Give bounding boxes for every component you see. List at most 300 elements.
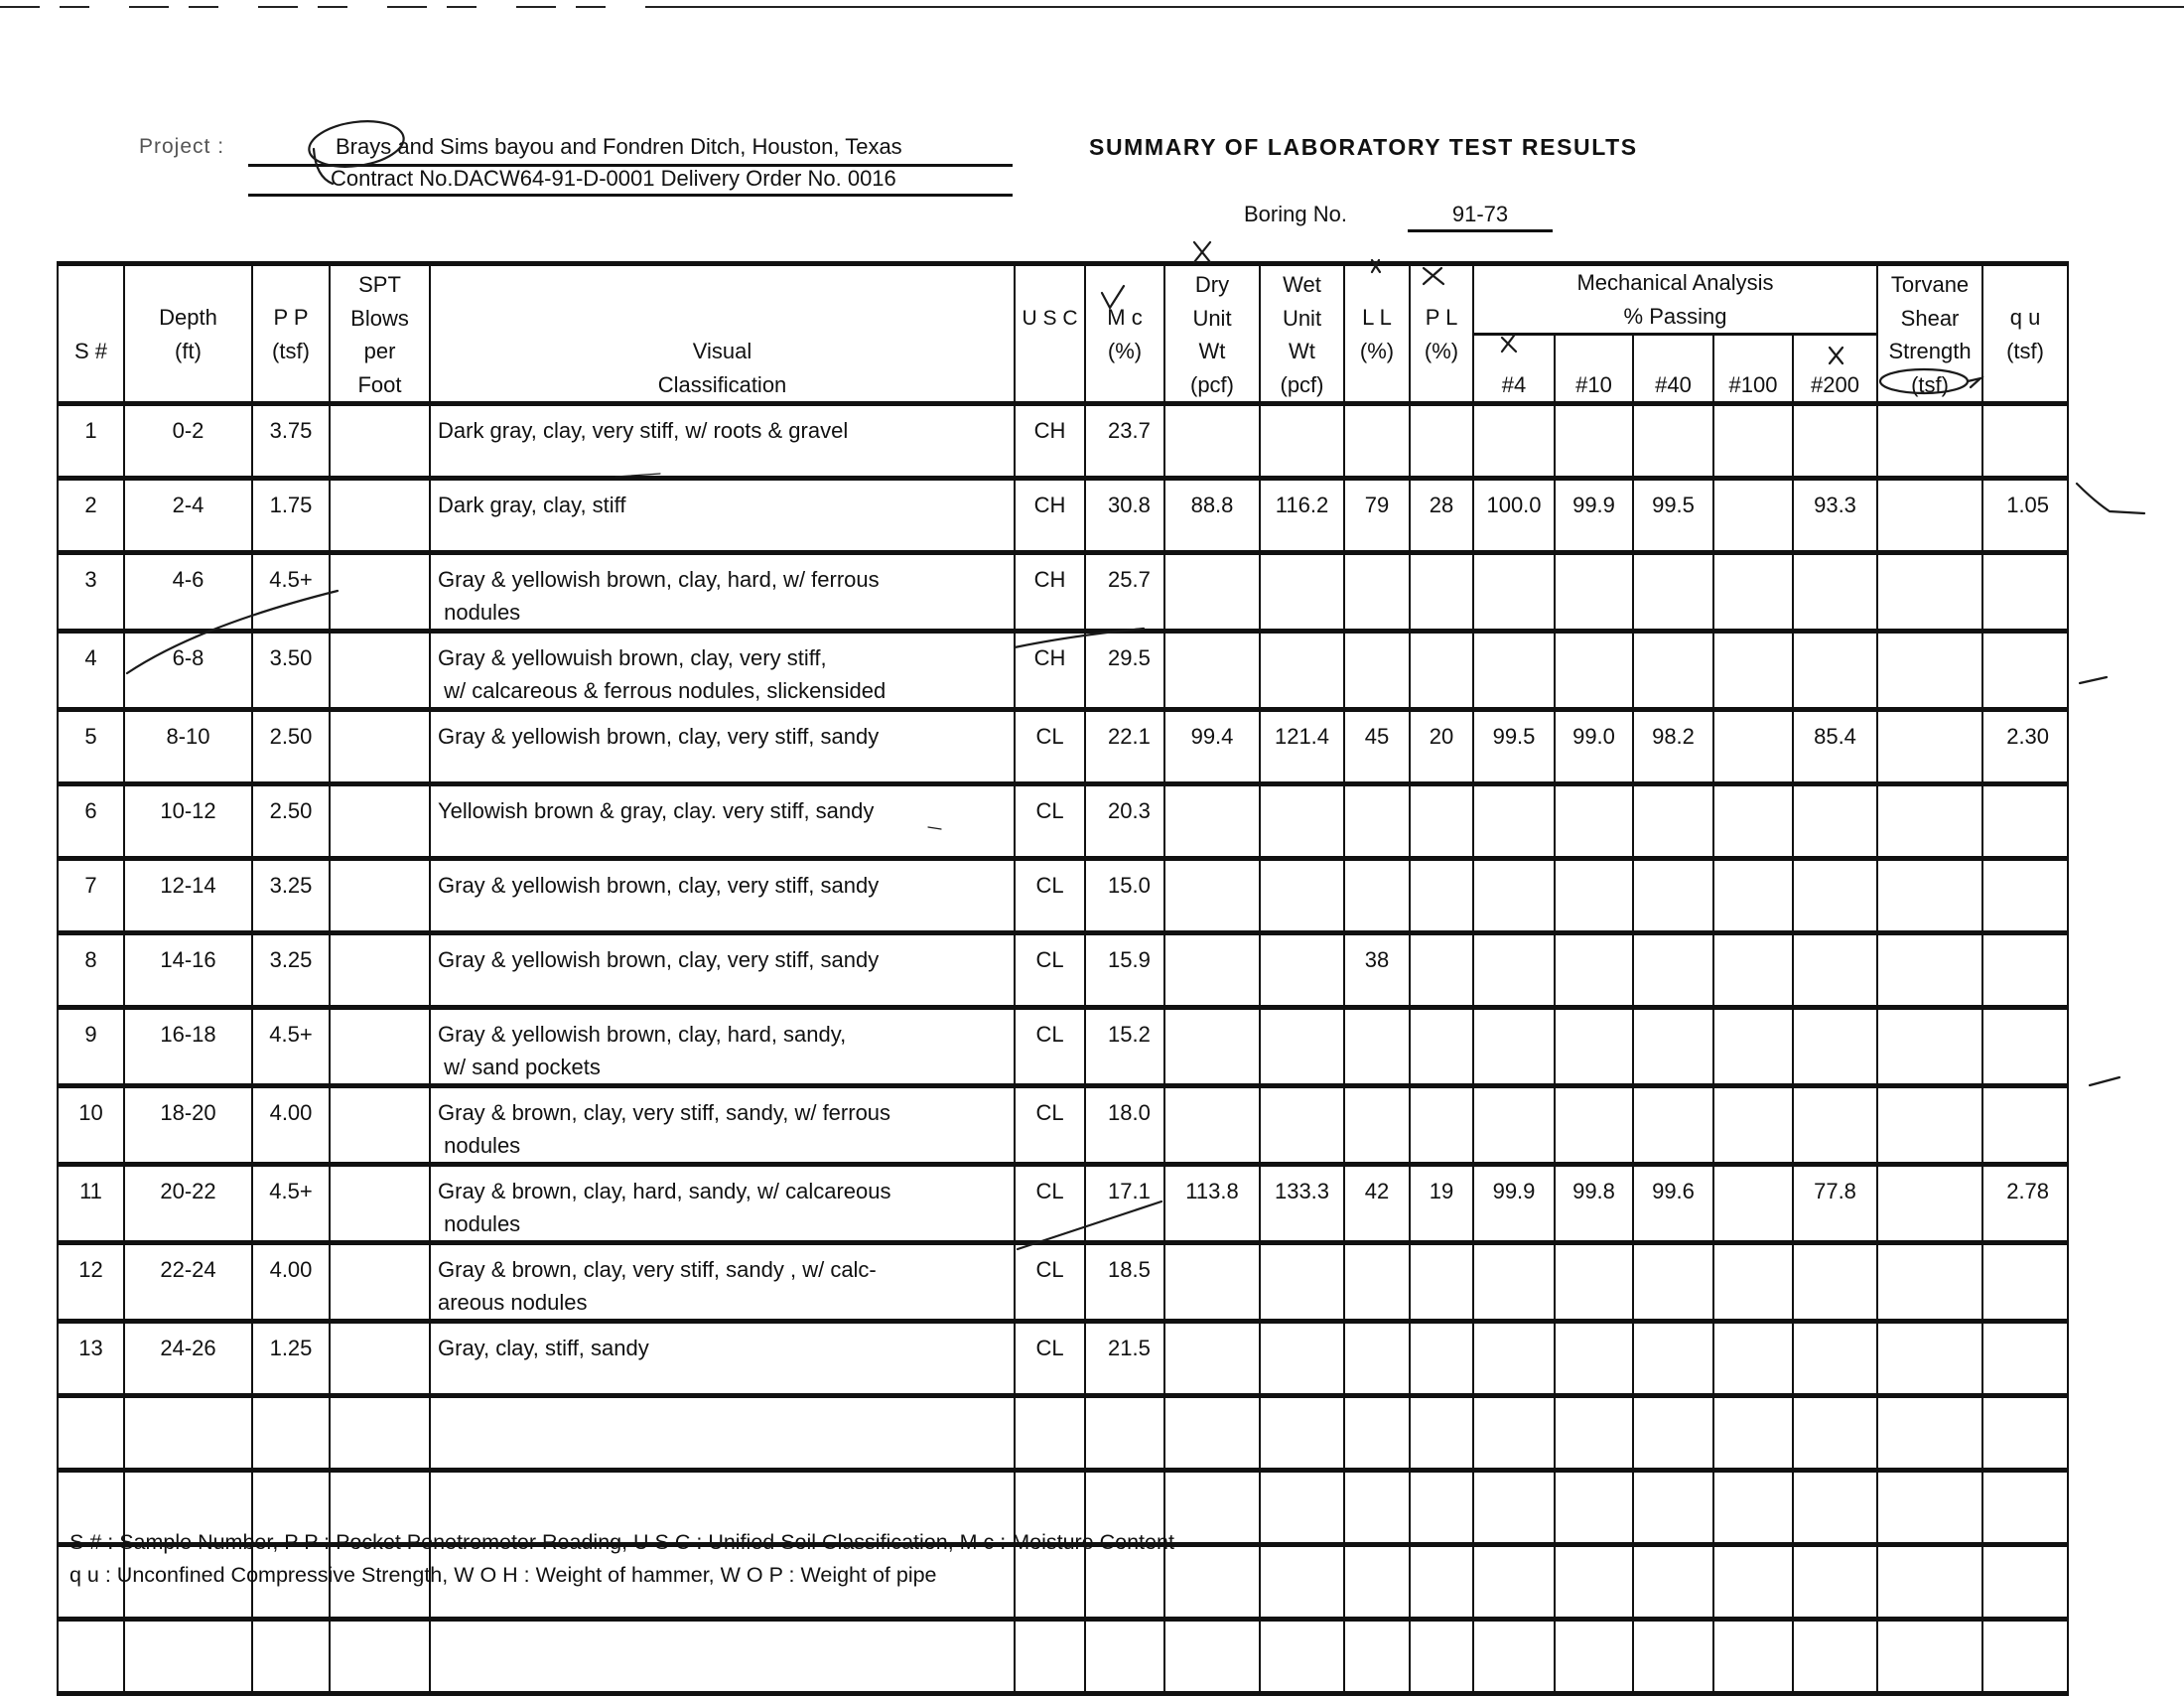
cell-plastic-limit (1410, 933, 1473, 1008)
cell-sieve-200 (1793, 1620, 1877, 1694)
cell-sieve-40 (1633, 859, 1713, 933)
cell-spt-blows (330, 1322, 430, 1396)
classification-line: areous nodules (438, 1290, 588, 1315)
col-header-qu: q u (tsf) (1982, 264, 2068, 404)
cell-sieve-4: 99.5 (1473, 710, 1555, 784)
cell-liquid-limit (1344, 1243, 1410, 1322)
cell-sieve-200: 93.3 (1793, 479, 1877, 553)
cell-torvane (1877, 933, 1982, 1008)
col-header-wet-unit-wt: Wet Unit Wt (pcf) (1260, 264, 1344, 404)
col-header-spt: SPT Blows per Foot (330, 264, 430, 404)
cell-dry-unit-wt (1164, 404, 1260, 479)
cell-plastic-limit (1410, 1620, 1473, 1694)
cell-plastic-limit (1410, 553, 1473, 632)
cell-pocket-penetrometer: 2.50 (252, 784, 330, 859)
table-body (58, 404, 2068, 1694)
classification-line: Gray & brown, clay, very stiff, sandy , w/ calc- (438, 1257, 877, 1282)
col-header-pp: P P (tsf) (252, 264, 330, 404)
col-header-visual: Visual Classification (430, 264, 1015, 404)
cell-liquid-limit (1344, 1008, 1410, 1086)
cell-sieve-4 (1473, 933, 1555, 1008)
cell-depth: 6-8 (124, 632, 252, 710)
cell-sieve-100 (1713, 1008, 1793, 1086)
col-header-depth: Depth (ft) (124, 264, 252, 404)
cell-sieve-100 (1713, 1165, 1793, 1243)
cell-sieve-200: 85.4 (1793, 710, 1877, 784)
cell-wet-unit-wt (1260, 1086, 1344, 1165)
cell-plastic-limit (1410, 1243, 1473, 1322)
cell-sieve-40 (1633, 1471, 1713, 1545)
cell-sieve-100 (1713, 404, 1793, 479)
cell-qu (1982, 553, 2068, 632)
cell-visual-classification (430, 1322, 1015, 1396)
cell-pocket-penetrometer: 3.50 (252, 632, 330, 710)
cell-spt-blows (330, 1243, 430, 1322)
col-header-torvane: Torvane Shear Strength (tsf) (1877, 264, 1982, 404)
cell-visual-classification (430, 632, 1015, 710)
cell-usc: CH (1015, 553, 1085, 632)
cell-visual-classification (430, 1165, 1015, 1243)
cell-sieve-40 (1633, 1620, 1713, 1694)
cell-moisture-content: 15.0 (1085, 859, 1164, 933)
cell-wet-unit-wt (1260, 933, 1344, 1008)
cell-sieve-4: 99.9 (1473, 1165, 1555, 1243)
cell-visual-classification (430, 1008, 1015, 1086)
classification-line: nodules (438, 1133, 521, 1158)
x-mark-dry (1194, 242, 1210, 262)
cell-dry-unit-wt (1164, 1322, 1260, 1396)
cell-wet-unit-wt (1260, 1008, 1344, 1086)
cell-sieve-10 (1555, 1322, 1633, 1396)
cell-sieve-200 (1793, 553, 1877, 632)
cell-depth: 14-16 (124, 933, 252, 1008)
cell-sieve-40 (1633, 553, 1713, 632)
cell-depth: 8-10 (124, 710, 252, 784)
cell-dry-unit-wt (1164, 1545, 1260, 1620)
cell-usc: CL (1015, 784, 1085, 859)
cell-plastic-limit (1410, 1471, 1473, 1545)
classification-line: Gray & yellowish brown, clay, hard, sandy, (438, 1022, 847, 1047)
cell-sieve-100 (1713, 1086, 1793, 1165)
cell-plastic-limit (1410, 1545, 1473, 1620)
cell-liquid-limit (1344, 553, 1410, 632)
col-header-dry-unit-wt: Dry Unit Wt (pcf) (1164, 264, 1260, 404)
cell-sieve-100 (1713, 1545, 1793, 1620)
cell-pocket-penetrometer: 4.00 (252, 1086, 330, 1165)
cell-liquid-limit (1344, 1322, 1410, 1396)
cell-liquid-limit (1344, 1471, 1410, 1545)
cell-sieve-4 (1473, 784, 1555, 859)
cell-sieve-4 (1473, 1243, 1555, 1322)
cell-sieve-40: 99.6 (1633, 1165, 1713, 1243)
cell-liquid-limit (1344, 1396, 1410, 1471)
cell-dry-unit-wt (1164, 1620, 1260, 1694)
cell-liquid-limit (1344, 859, 1410, 933)
cell-sieve-100 (1713, 859, 1793, 933)
table-row (58, 710, 2068, 784)
table-row (58, 933, 2068, 1008)
cell-sieve-10 (1555, 1086, 1633, 1165)
cell-plastic-limit (1410, 859, 1473, 933)
cell-liquid-limit: 38 (1344, 933, 1410, 1008)
cell-sieve-40 (1633, 784, 1713, 859)
cell-qu (1982, 632, 2068, 710)
project-label: Project : (139, 135, 225, 158)
cell-liquid-limit (1344, 1086, 1410, 1165)
cell-depth: 16-18 (124, 1008, 252, 1086)
classification-line: Gray, clay, stiff, sandy (438, 1336, 649, 1360)
cell-pocket-penetrometer: 4.5+ (252, 553, 330, 632)
cell-liquid-limit: 45 (1344, 710, 1410, 784)
cell-visual-classification (430, 479, 1015, 553)
cell-sieve-100 (1713, 479, 1793, 553)
cell-wet-unit-wt (1260, 1545, 1344, 1620)
cell-usc: CL (1015, 933, 1085, 1008)
cell-dry-unit-wt: 113.8 (1164, 1165, 1260, 1243)
cell-visual-classification (430, 553, 1015, 632)
cell-sample-number: 13 (58, 1322, 124, 1396)
cell-liquid-limit (1344, 1620, 1410, 1694)
classification-line: nodules (438, 600, 521, 625)
cell-torvane (1877, 1322, 1982, 1396)
cell-wet-unit-wt (1260, 553, 1344, 632)
cell-usc: CL (1015, 1243, 1085, 1322)
cell-depth: 2-4 (124, 479, 252, 553)
cell-torvane (1877, 404, 1982, 479)
cell-sieve-10: 99.0 (1555, 710, 1633, 784)
cell-pocket-penetrometer (252, 1396, 330, 1471)
cell-sieve-200 (1793, 859, 1877, 933)
cell-sieve-10 (1555, 1620, 1633, 1694)
cell-dry-unit-wt (1164, 1086, 1260, 1165)
cell-liquid-limit: 79 (1344, 479, 1410, 553)
cell-sieve-10 (1555, 1471, 1633, 1545)
cell-sieve-10 (1555, 933, 1633, 1008)
cell-sieve-4 (1473, 1471, 1555, 1545)
footnote-line-2: q u : Unconfined Compressive Strength, W O H : Weight of hammer, W O P : Weight of pipe (69, 1563, 937, 1587)
cell-plastic-limit: 19 (1410, 1165, 1473, 1243)
cell-dry-unit-wt: 99.4 (1164, 710, 1260, 784)
cell-plastic-limit: 28 (1410, 479, 1473, 553)
cell-dry-unit-wt (1164, 1396, 1260, 1471)
cell-sieve-100 (1713, 933, 1793, 1008)
col-header-sieve-100: #100 (1713, 335, 1793, 404)
cell-moisture-content (1085, 1545, 1164, 1620)
cell-depth: 22-24 (124, 1243, 252, 1322)
cell-visual-classification (430, 1620, 1015, 1694)
cell-pocket-penetrometer: 1.25 (252, 1322, 330, 1396)
cell-sieve-200 (1793, 1243, 1877, 1322)
col-header-sieve-4: #4 (1473, 335, 1555, 404)
cell-torvane (1877, 1086, 1982, 1165)
cell-torvane (1877, 1471, 1982, 1545)
cell-wet-unit-wt (1260, 1243, 1344, 1322)
cell-sample-number: 10 (58, 1086, 124, 1165)
cell-wet-unit-wt (1260, 1322, 1344, 1396)
cell-moisture-content: 17.1 (1085, 1165, 1164, 1243)
cell-sieve-40 (1633, 1545, 1713, 1620)
lab-results-table (57, 261, 2069, 1696)
boring-label: Boring No. (1244, 202, 1347, 226)
cell-torvane (1877, 1008, 1982, 1086)
cell-qu: 2.30 (1982, 710, 2068, 784)
project-underline-2 (248, 194, 1013, 197)
cell-sieve-200 (1793, 1396, 1877, 1471)
cell-torvane (1877, 479, 1982, 553)
cell-liquid-limit (1344, 404, 1410, 479)
cell-sieve-100 (1713, 784, 1793, 859)
table-row (58, 1165, 2068, 1243)
cell-pocket-penetrometer: 2.50 (252, 710, 330, 784)
col-header-usc: U S C (1015, 264, 1085, 404)
classification-line: Gray & yellowish brown, clay, very stiff, sandy (438, 724, 880, 749)
cell-qu (1982, 859, 2068, 933)
cell-torvane (1877, 710, 1982, 784)
cell-dry-unit-wt (1164, 1008, 1260, 1086)
table-row (58, 632, 2068, 710)
cell-depth: 10-12 (124, 784, 252, 859)
cell-sieve-40 (1633, 632, 1713, 710)
cell-liquid-limit (1344, 632, 1410, 710)
cell-dry-unit-wt: 88.8 (1164, 479, 1260, 553)
classification-line: w/ sand pockets (438, 1055, 601, 1079)
cell-usc: CL (1015, 710, 1085, 784)
cell-sample-number: 9 (58, 1008, 124, 1086)
cell-usc: CL (1015, 1008, 1085, 1086)
cell-torvane (1877, 1620, 1982, 1694)
cell-moisture-content: 25.7 (1085, 553, 1164, 632)
cell-sieve-100 (1713, 1396, 1793, 1471)
cell-sample-number: 4 (58, 632, 124, 710)
table-row (58, 1086, 2068, 1165)
cell-pocket-penetrometer: 4.5+ (252, 1008, 330, 1086)
cell-sieve-4 (1473, 859, 1555, 933)
footnote-line-1: S # : Sample Number, P P : Pocket Penetrometer Reading, U S C : Unified Soil Classification, M c : Moisture Content (69, 1530, 1174, 1554)
cell-depth: 20-22 (124, 1165, 252, 1243)
cell-qu: 2.78 (1982, 1165, 2068, 1243)
cell-spt-blows (330, 1008, 430, 1086)
cell-spt-blows (330, 553, 430, 632)
cell-plastic-limit (1410, 632, 1473, 710)
cell-qu (1982, 933, 2068, 1008)
cell-sieve-40 (1633, 1243, 1713, 1322)
cell-sieve-4 (1473, 404, 1555, 479)
cell-sieve-4 (1473, 553, 1555, 632)
cell-sieve-10 (1555, 553, 1633, 632)
cell-spt-blows (330, 784, 430, 859)
cell-sample-number: 6 (58, 784, 124, 859)
cell-sieve-4 (1473, 1086, 1555, 1165)
cell-wet-unit-wt: 116.2 (1260, 479, 1344, 553)
cell-plastic-limit (1410, 1008, 1473, 1086)
cell-dry-unit-wt (1164, 784, 1260, 859)
table-row (58, 1322, 2068, 1396)
cell-moisture-content: 29.5 (1085, 632, 1164, 710)
table-row (58, 784, 2068, 859)
cell-plastic-limit (1410, 1322, 1473, 1396)
cell-spt-blows (330, 859, 430, 933)
cell-sieve-10 (1555, 404, 1633, 479)
cell-dry-unit-wt (1164, 1471, 1260, 1545)
cell-qu (1982, 1545, 2068, 1620)
cell-moisture-content: 23.7 (1085, 404, 1164, 479)
cell-sieve-4 (1473, 1620, 1555, 1694)
margin-tick-row11 (2090, 1077, 2119, 1085)
cell-sieve-200 (1793, 632, 1877, 710)
cell-spt-blows (330, 479, 430, 553)
cell-sieve-10 (1555, 784, 1633, 859)
cell-plastic-limit (1410, 1086, 1473, 1165)
table-row (58, 553, 2068, 632)
cell-qu (1982, 404, 2068, 479)
cell-sieve-200 (1793, 933, 1877, 1008)
cell-sample-number: 12 (58, 1243, 124, 1322)
cell-moisture-content (1085, 1620, 1164, 1694)
table-row (58, 404, 2068, 479)
margin-tick-row2 (2077, 484, 2144, 513)
cell-sieve-200: 77.8 (1793, 1165, 1877, 1243)
cell-dry-unit-wt (1164, 553, 1260, 632)
cell-visual-classification (430, 1086, 1015, 1165)
cell-sieve-40 (1633, 1008, 1713, 1086)
cell-qu (1982, 1243, 2068, 1322)
cell-visual-classification (430, 1243, 1015, 1322)
cell-torvane (1877, 1243, 1982, 1322)
cell-pocket-penetrometer: 4.5+ (252, 1165, 330, 1243)
cell-visual-classification (430, 710, 1015, 784)
classification-line: nodules (438, 1211, 521, 1236)
cell-depth: 18-20 (124, 1086, 252, 1165)
col-header-ll: L L (%) (1344, 264, 1410, 404)
table-row (58, 859, 2068, 933)
cell-qu (1982, 1396, 2068, 1471)
cell-pocket-penetrometer: 4.00 (252, 1243, 330, 1322)
col-header-mc: M c (%) (1085, 264, 1164, 404)
cell-sieve-200 (1793, 1545, 1877, 1620)
cell-wet-unit-wt (1260, 632, 1344, 710)
cell-wet-unit-wt: 121.4 (1260, 710, 1344, 784)
cell-liquid-limit (1344, 1545, 1410, 1620)
empty-table-row (58, 1396, 2068, 1471)
cell-liquid-limit: 42 (1344, 1165, 1410, 1243)
cell-usc: CL (1015, 1086, 1085, 1165)
cell-sieve-4 (1473, 1396, 1555, 1471)
table-row (58, 1008, 2068, 1086)
cell-torvane (1877, 1165, 1982, 1243)
cell-spt-blows (330, 632, 430, 710)
cell-usc: CH (1015, 404, 1085, 479)
cell-usc: CH (1015, 479, 1085, 553)
cell-sample-number: 2 (58, 479, 124, 553)
cell-dry-unit-wt (1164, 1243, 1260, 1322)
cell-torvane (1877, 1545, 1982, 1620)
cell-dry-unit-wt (1164, 632, 1260, 710)
cell-usc (1015, 1620, 1085, 1694)
cell-depth (124, 1620, 252, 1694)
cell-sieve-4 (1473, 1545, 1555, 1620)
cell-qu (1982, 1471, 2068, 1545)
cell-sieve-100 (1713, 553, 1793, 632)
cell-spt-blows (330, 1620, 430, 1694)
boring-number: 91-73 (1408, 202, 1553, 232)
cell-spt-blows (330, 1165, 430, 1243)
classification-line: Gray & brown, clay, very stiff, sandy, w/ ferrous (438, 1100, 891, 1125)
cell-usc: CL (1015, 1165, 1085, 1243)
cell-qu (1982, 1620, 2068, 1694)
cell-sieve-200 (1793, 404, 1877, 479)
col-header-mechanical-analysis: Mechanical Analysis % Passing (1473, 264, 1877, 335)
col-header-sieve-40: #40 (1633, 335, 1713, 404)
cell-sieve-10 (1555, 1396, 1633, 1471)
col-header-sieve-10: #10 (1555, 335, 1633, 404)
cell-sieve-4 (1473, 1008, 1555, 1086)
cell-wet-unit-wt (1260, 404, 1344, 479)
cell-visual-classification (430, 784, 1015, 859)
empty-table-row (58, 1620, 2068, 1694)
cell-sieve-40: 98.2 (1633, 710, 1713, 784)
cell-visual-classification (430, 933, 1015, 1008)
cell-sieve-40 (1633, 933, 1713, 1008)
cell-sample-number: 3 (58, 553, 124, 632)
cell-moisture-content: 22.1 (1085, 710, 1164, 784)
cell-spt-blows (330, 1086, 430, 1165)
project-line-1: Brays and Sims bayou and Fondren Ditch, Houston, Texas (336, 134, 902, 159)
cell-sample-number: 8 (58, 933, 124, 1008)
cell-sieve-200 (1793, 1322, 1877, 1396)
margin-tick-row5 (2080, 677, 2107, 683)
cell-moisture-content: 18.0 (1085, 1086, 1164, 1165)
cell-sieve-10: 99.8 (1555, 1165, 1633, 1243)
cell-qu (1982, 784, 2068, 859)
cell-depth: 24-26 (124, 1322, 252, 1396)
cell-sieve-10 (1555, 1243, 1633, 1322)
col-header-pl: P L (%) (1410, 264, 1473, 404)
cell-usc: CL (1015, 1322, 1085, 1396)
cell-pocket-penetrometer: 3.75 (252, 404, 330, 479)
cell-sieve-10 (1555, 1008, 1633, 1086)
cell-depth: 4-6 (124, 553, 252, 632)
project-line-2: Contract No.DACW64-91-D-0001 Delivery Order No. 0016 (331, 166, 896, 191)
cell-usc: CH (1015, 632, 1085, 710)
cell-dry-unit-wt (1164, 859, 1260, 933)
cell-wet-unit-wt (1260, 1396, 1344, 1471)
cell-sieve-10 (1555, 859, 1633, 933)
cell-torvane (1877, 632, 1982, 710)
cell-wet-unit-wt (1260, 784, 1344, 859)
cell-visual-classification (430, 404, 1015, 479)
cell-visual-classification (430, 1396, 1015, 1471)
cell-liquid-limit (1344, 784, 1410, 859)
cell-sample-number (58, 1620, 124, 1694)
cell-sieve-4: 100.0 (1473, 479, 1555, 553)
page-title: SUMMARY OF LABORATORY TEST RESULTS (1089, 134, 1638, 160)
cell-moisture-content: 21.5 (1085, 1322, 1164, 1396)
classification-line: Gray & yellowish brown, clay, hard, w/ ferrous (438, 567, 880, 592)
cell-sieve-200 (1793, 1008, 1877, 1086)
cell-plastic-limit: 20 (1410, 710, 1473, 784)
cell-moisture-content (1085, 1396, 1164, 1471)
cell-moisture-content: 15.9 (1085, 933, 1164, 1008)
cell-plastic-limit (1410, 404, 1473, 479)
cell-sample-number: 1 (58, 404, 124, 479)
cell-torvane (1877, 859, 1982, 933)
cell-depth: 0-2 (124, 404, 252, 479)
classification-line: w/ calcareous & ferrous nodules, slickensided (438, 678, 887, 703)
cell-plastic-limit (1410, 784, 1473, 859)
cell-sieve-100 (1713, 1243, 1793, 1322)
cell-sieve-100 (1713, 1620, 1793, 1694)
cell-sample-number: 5 (58, 710, 124, 784)
